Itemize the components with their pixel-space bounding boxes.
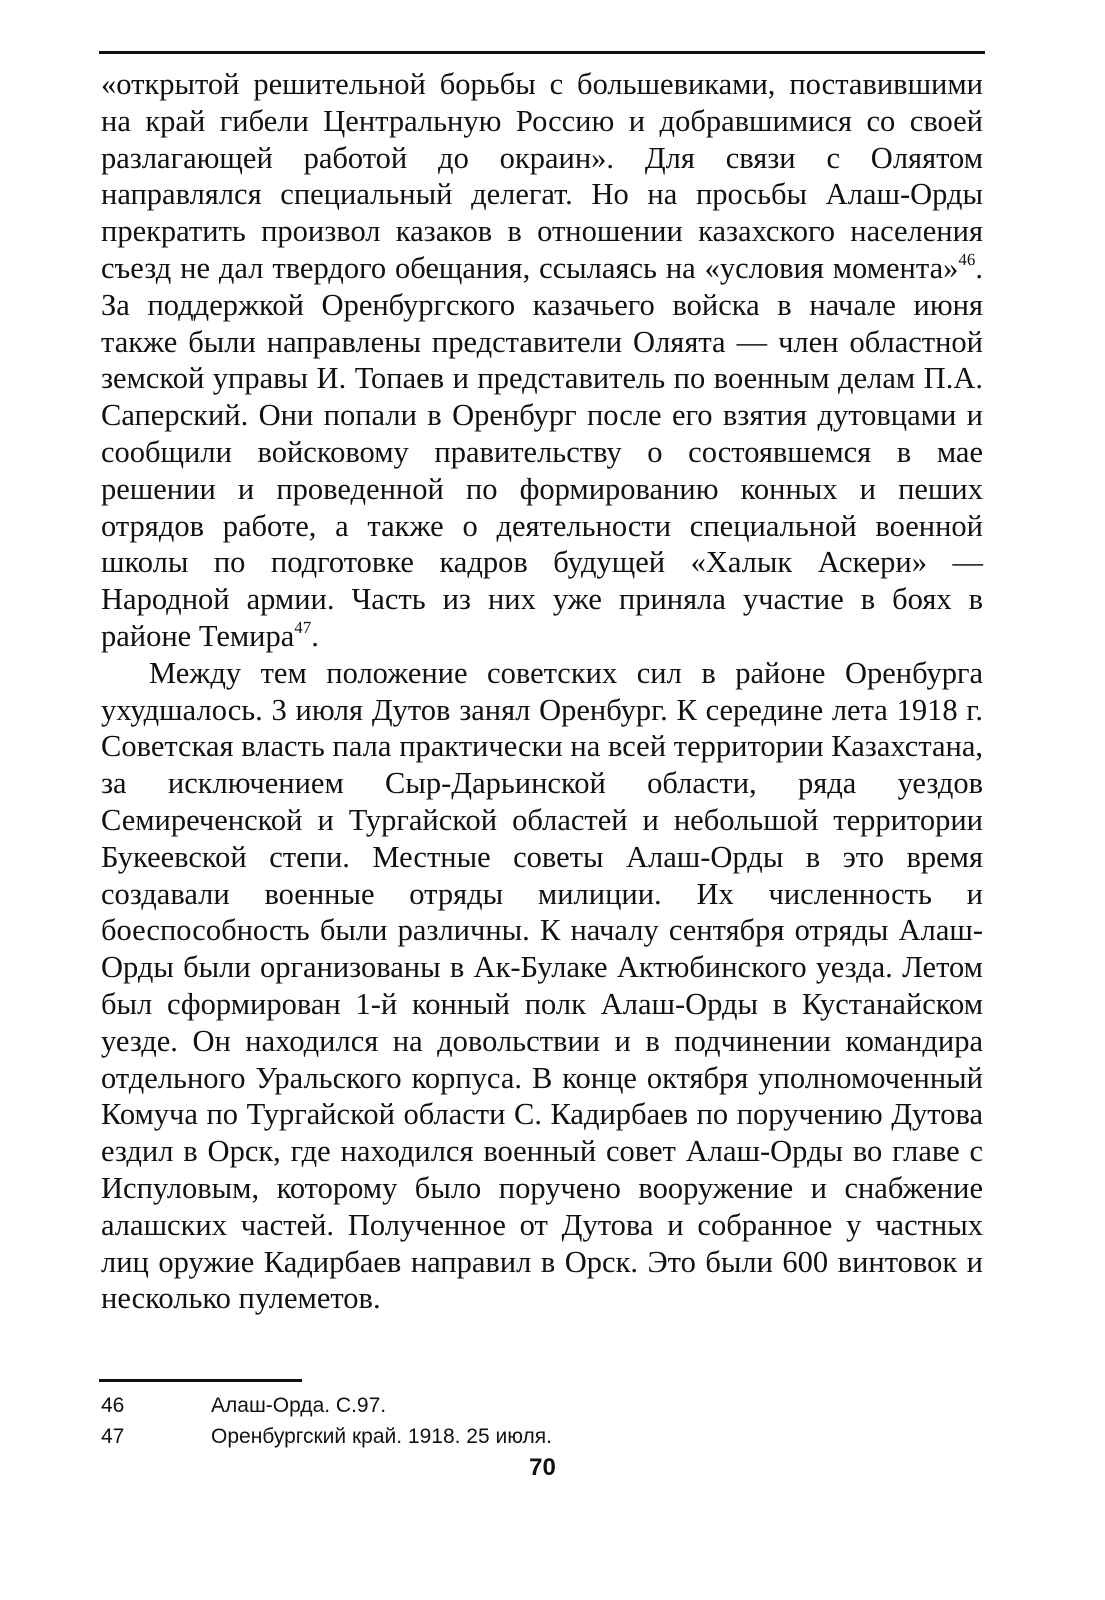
main-text <box>101 66 983 1317</box>
footnotes <box>101 1390 981 1452</box>
footnote-47 <box>101 1421 981 1452</box>
paragraph-1-text-c: . <box>311 618 319 653</box>
header-rule <box>99 51 985 54</box>
paragraph-2: Между тем положение советских сил в районе Оренбурга ухудшалось. 3 июля Дутов занял Оренбург. К середине лета 1918 г. Советская власть пала практически на всей территории Казахстана, за исключением Сыр-Дарьинской области, ряда уездов Семиреченской и Тургайской областей и небольшой территории Букеевской степи. Местные советы Алаш-Орды в это время создавали военные отряды милиции. Их численность и боеспособность были различны. К началу сентября отряды Алаш-Орды были организованы в Ак-Булаке Актюбинского уезда. Летом был сформирован 1-й конный полк Алаш-Орды в Кустанайском уезде. Он находился на довольствии и в подчинении командира отдельного Уральского корпуса. В конце октября уполномоченный Комуча по Тургайской области С. Кадирбаев по поручению Дутова ездил в Орск, где находился военный совет Алаш-Орды во главе с Испуловым, которому было поручено вооружение и снабжение алашских частей. Полученное от Дутова и собранное у частных лиц оружие Кадирбаев направил в Орск. Это были 600 винтовок и несколько пулеметов. <box>101 655 983 1316</box>
footnote-46 <box>101 1390 981 1421</box>
footnote-separator <box>99 1379 302 1382</box>
paragraph-1-text-b: . За поддержкой Оренбургского казачьего войска в начале июня также были направлены представители Оляята — член областной земской управы И. Топаев и представитель по военным делам П.А. Саперский. Они попали в Оренбург после его взятия дутовцами и сообщили войсковому правительству о состоявшемся в мае решении и проведенной по формированию конных и пеших отрядов работе, а также о деятельности специальной военной школы по подготовке кадров будущей «Халык Аскери» — Народной армии. Часть из них уже приняла участие в боях в районе Темира <box>101 250 983 653</box>
footnote-number: 46 <box>101 1394 125 1417</box>
footnote-ref-46[interactable]: 46 <box>958 249 976 269</box>
footnote-number: 47 <box>101 1425 125 1448</box>
page-number: 70 <box>529 1454 556 1481</box>
footnote-ref-47[interactable]: 47 <box>294 617 312 637</box>
footnote-text: Оренбургский край. 1918. 25 июля. <box>211 1425 552 1448</box>
footnote-text: Алаш-Орда. С.97. <box>211 1394 387 1417</box>
paragraph-1 <box>101 66 983 655</box>
paragraph-1-text-a: «открытой решительной борьбы с большевиками, поставившими на край гибели Центральную Россию и добравшимися со своей разлагающей работой до окраин». Для связи с Оляятом направлялся специальный делегат. Но на просьбы Алаш-Орды прекратить произвол казаков в отношении казахского населения съезд не дал твердого обещания, ссылаясь на «условия момента» <box>101 67 983 285</box>
